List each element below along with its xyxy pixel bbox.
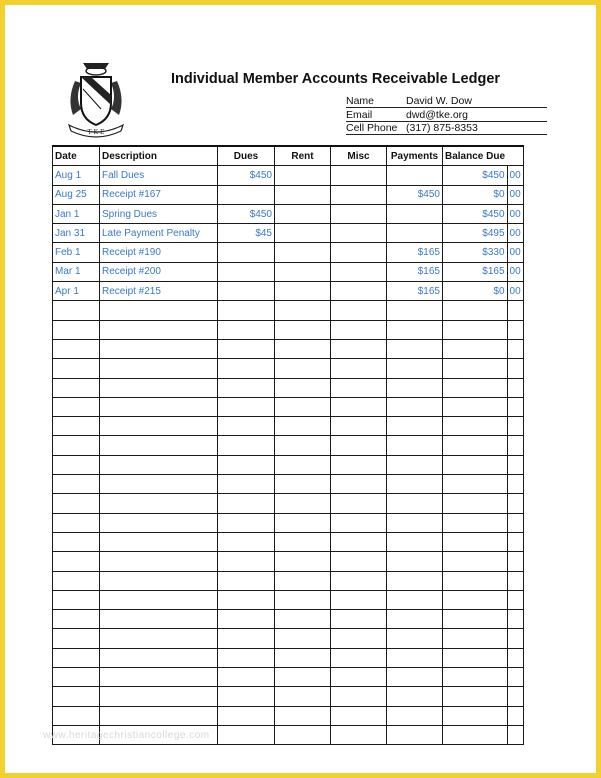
- cell-date: [53, 629, 100, 648]
- cell-dues: [218, 687, 275, 706]
- cell-misc: [331, 378, 387, 397]
- cell-description: Fall Dues: [100, 166, 218, 185]
- cell-misc: [331, 301, 387, 320]
- cell-dues: [218, 397, 275, 416]
- cell-misc: [331, 590, 387, 609]
- cell-date: [53, 436, 100, 455]
- cell-misc: [331, 436, 387, 455]
- cell-payments: [387, 706, 443, 725]
- cell-dues: [218, 301, 275, 320]
- cell-misc: [331, 359, 387, 378]
- table-row: [53, 339, 524, 358]
- ledger-table: [52, 145, 524, 745]
- cell-cents: [507, 706, 523, 725]
- cell-description: Receipt #215: [100, 282, 218, 301]
- info-row: [346, 95, 547, 108]
- cell-misc: [331, 224, 387, 243]
- svg-text:Τ Κ Ε: Τ Κ Ε: [87, 129, 105, 136]
- cell-balance: [443, 397, 508, 416]
- cell-dues: [218, 629, 275, 648]
- info-label: Email: [346, 108, 373, 121]
- cell-payments: [387, 648, 443, 667]
- table-row: [53, 494, 524, 513]
- cell-date: [53, 668, 100, 687]
- cell-payments: [387, 320, 443, 339]
- cell-rent: [275, 687, 331, 706]
- cell-balance: [443, 494, 508, 513]
- cell-cents: 00: [507, 204, 523, 223]
- cell-cents: [507, 378, 523, 397]
- cell-date: Jan 1: [53, 204, 100, 223]
- cell-misc: [331, 571, 387, 590]
- cell-payments: $165: [387, 243, 443, 262]
- cell-dues: [218, 532, 275, 551]
- cell-description: Late Payment Penalty: [100, 224, 218, 243]
- cell-balance: [443, 706, 508, 725]
- cell-payments: [387, 687, 443, 706]
- cell-dues: [218, 243, 275, 262]
- cell-payments: $165: [387, 262, 443, 281]
- cell-payments: [387, 629, 443, 648]
- cell-description: [100, 436, 218, 455]
- table-row: [53, 475, 524, 494]
- cell-date: [53, 494, 100, 513]
- cell-balance: [443, 552, 508, 571]
- cell-dues: [218, 648, 275, 667]
- cell-date: Apr 1: [53, 282, 100, 301]
- cell-description: [100, 513, 218, 532]
- cell-cents: [507, 532, 523, 551]
- column-header: Payments: [387, 146, 443, 166]
- cell-balance: $165: [443, 262, 508, 281]
- cell-rent: [275, 339, 331, 358]
- cell-dues: [218, 475, 275, 494]
- cell-description: [100, 629, 218, 648]
- cell-cents: [507, 629, 523, 648]
- table-row: [53, 513, 524, 532]
- cell-misc: [331, 166, 387, 185]
- table-row: [53, 397, 524, 416]
- cell-balance: [443, 513, 508, 532]
- cell-description: [100, 378, 218, 397]
- cell-dues: [218, 359, 275, 378]
- cell-dues: [218, 282, 275, 301]
- cell-dues: [218, 494, 275, 513]
- cell-cents: [507, 590, 523, 609]
- cell-misc: [331, 552, 387, 571]
- cell-cents: [507, 552, 523, 571]
- cell-dues: [218, 571, 275, 590]
- cell-balance: [443, 571, 508, 590]
- ledger-header-row: [53, 146, 524, 166]
- cell-balance: [443, 436, 508, 455]
- cell-payments: [387, 436, 443, 455]
- cell-date: [53, 417, 100, 436]
- cell-dues: $450: [218, 204, 275, 223]
- table-row: [53, 185, 524, 204]
- cell-cents: [507, 455, 523, 474]
- cell-date: [53, 687, 100, 706]
- table-row: [53, 204, 524, 223]
- column-header: Misc: [331, 146, 387, 166]
- cell-balance: [443, 668, 508, 687]
- table-row: [53, 687, 524, 706]
- cell-date: Aug 1: [53, 166, 100, 185]
- cell-rent: [275, 436, 331, 455]
- cell-payments: $165: [387, 282, 443, 301]
- cell-description: [100, 687, 218, 706]
- table-row: [53, 668, 524, 687]
- cell-rent: [275, 706, 331, 725]
- cell-description: Receipt #200: [100, 262, 218, 281]
- cell-misc: [331, 397, 387, 416]
- cell-misc: [331, 455, 387, 474]
- info-row: [346, 109, 547, 122]
- cell-cents: [507, 610, 523, 629]
- cell-payments: $450: [387, 185, 443, 204]
- cell-cents: [507, 436, 523, 455]
- cell-cents: 00: [507, 282, 523, 301]
- cell-rent: [275, 204, 331, 223]
- cell-misc: [331, 668, 387, 687]
- cell-misc: [331, 475, 387, 494]
- cell-rent: [275, 397, 331, 416]
- table-row: [53, 262, 524, 281]
- info-row: [346, 122, 547, 135]
- cell-misc: [331, 204, 387, 223]
- cell-balance: [443, 455, 508, 474]
- cell-date: [53, 301, 100, 320]
- column-header: Description: [100, 146, 218, 166]
- cell-date: Feb 1: [53, 243, 100, 262]
- cell-dues: [218, 417, 275, 436]
- cell-payments: [387, 610, 443, 629]
- cell-rent: [275, 610, 331, 629]
- cell-rent: [275, 359, 331, 378]
- cell-date: [53, 513, 100, 532]
- cell-cents: [507, 320, 523, 339]
- cell-rent: [275, 320, 331, 339]
- info-label: Name: [346, 95, 375, 107]
- table-row: [53, 706, 524, 725]
- cell-payments: [387, 378, 443, 397]
- table-row: [53, 590, 524, 609]
- cell-misc: [331, 648, 387, 667]
- cell-cents: [507, 668, 523, 687]
- table-row: [53, 610, 524, 629]
- cell-balance: [443, 339, 508, 358]
- cell-rent: [275, 532, 331, 551]
- cell-cents: [507, 725, 523, 744]
- column-header: Date: [53, 146, 100, 166]
- cell-dues: [218, 320, 275, 339]
- cell-rent: [275, 378, 331, 397]
- cell-balance: $450: [443, 204, 508, 223]
- table-row: [53, 455, 524, 474]
- cell-description: Spring Dues: [100, 204, 218, 223]
- cell-misc: [331, 706, 387, 725]
- cell-payments: [387, 397, 443, 416]
- cell-description: [100, 494, 218, 513]
- cell-balance: [443, 359, 508, 378]
- cell-misc: [331, 339, 387, 358]
- table-row: [53, 629, 524, 648]
- cell-cents: 00: [507, 166, 523, 185]
- cell-rent: [275, 262, 331, 281]
- cell-rent: [275, 552, 331, 571]
- table-row: [53, 359, 524, 378]
- cell-payments: [387, 552, 443, 571]
- cell-description: [100, 610, 218, 629]
- cell-description: [100, 397, 218, 416]
- cell-dues: [218, 706, 275, 725]
- cell-balance: [443, 648, 508, 667]
- cell-cents: [507, 397, 523, 416]
- cell-balance: [443, 475, 508, 494]
- info-label: Cell Phone: [346, 122, 398, 134]
- cell-rent: [275, 513, 331, 532]
- cell-payments: [387, 532, 443, 551]
- cell-date: Mar 1: [53, 262, 100, 281]
- cell-payments: [387, 668, 443, 687]
- cell-description: [100, 668, 218, 687]
- cell-misc: [331, 725, 387, 744]
- page-title: Individual Member Accounts Receivable Ledger: [171, 71, 501, 87]
- info-value: dwd@tke.org: [406, 108, 469, 121]
- table-row: [53, 224, 524, 243]
- table-row: [53, 320, 524, 339]
- cell-description: Receipt #190: [100, 243, 218, 262]
- cell-misc: [331, 610, 387, 629]
- cell-dues: [218, 668, 275, 687]
- cell-balance: $450: [443, 166, 508, 185]
- cell-cents: [507, 339, 523, 358]
- cell-date: [53, 571, 100, 590]
- column-header: Balance Due: [443, 146, 508, 166]
- cell-rent: [275, 494, 331, 513]
- cell-date: Aug 25: [53, 185, 100, 204]
- cell-description: [100, 532, 218, 551]
- cell-rent: [275, 590, 331, 609]
- cell-payments: [387, 494, 443, 513]
- column-header: Dues: [218, 146, 275, 166]
- cell-date: [53, 339, 100, 358]
- cell-rent: [275, 166, 331, 185]
- column-header: Rent: [275, 146, 331, 166]
- cell-misc: [331, 262, 387, 281]
- cell-balance: [443, 320, 508, 339]
- table-row: [53, 436, 524, 455]
- cell-dues: [218, 725, 275, 744]
- cell-payments: [387, 301, 443, 320]
- cell-rent: [275, 648, 331, 667]
- cell-date: Jan 31: [53, 224, 100, 243]
- cell-balance: [443, 725, 508, 744]
- cell-cents: [507, 417, 523, 436]
- cell-balance: [443, 687, 508, 706]
- cell-cents: [507, 494, 523, 513]
- cell-misc: [331, 532, 387, 551]
- cell-description: [100, 320, 218, 339]
- cell-cents: 00: [507, 185, 523, 204]
- cell-rent: [275, 301, 331, 320]
- cell-misc: [331, 320, 387, 339]
- cell-rent: [275, 629, 331, 648]
- cell-balance: $330: [443, 243, 508, 262]
- cell-description: [100, 339, 218, 358]
- cell-payments: [387, 166, 443, 185]
- cell-balance: $0: [443, 282, 508, 301]
- cell-payments: [387, 455, 443, 474]
- cell-dues: $45: [218, 224, 275, 243]
- cell-rent: [275, 725, 331, 744]
- cell-rent: [275, 243, 331, 262]
- cell-payments: [387, 224, 443, 243]
- table-row: [53, 378, 524, 397]
- cell-description: [100, 475, 218, 494]
- cell-balance: [443, 301, 508, 320]
- table-row: [53, 648, 524, 667]
- cell-description: [100, 455, 218, 474]
- cell-misc: [331, 687, 387, 706]
- cell-balance: $495: [443, 224, 508, 243]
- cell-date: [53, 532, 100, 551]
- cell-misc: [331, 629, 387, 648]
- cell-balance: [443, 532, 508, 551]
- cell-date: [53, 706, 100, 725]
- cell-dues: [218, 339, 275, 358]
- cell-dues: $450: [218, 166, 275, 185]
- cell-dues: [218, 436, 275, 455]
- cell-date: [53, 475, 100, 494]
- cell-description: [100, 359, 218, 378]
- cell-date: [53, 359, 100, 378]
- cell-description: [100, 571, 218, 590]
- cell-dues: [218, 262, 275, 281]
- table-row: [53, 282, 524, 301]
- cell-payments: [387, 513, 443, 532]
- info-value: (317) 875-8353: [406, 122, 478, 134]
- cell-date: [53, 648, 100, 667]
- cell-rent: [275, 282, 331, 301]
- cell-rent: [275, 417, 331, 436]
- cell-payments: [387, 475, 443, 494]
- cell-rent: [275, 185, 331, 204]
- cell-dues: [218, 378, 275, 397]
- cell-payments: [387, 339, 443, 358]
- cell-cents: [507, 571, 523, 590]
- cell-date: [53, 590, 100, 609]
- cell-misc: [331, 494, 387, 513]
- cell-dues: [218, 610, 275, 629]
- member-info: [346, 95, 547, 136]
- cell-description: [100, 552, 218, 571]
- cell-misc: [331, 185, 387, 204]
- cell-cents: [507, 301, 523, 320]
- table-row: [53, 552, 524, 571]
- cell-dues: [218, 513, 275, 532]
- cell-rent: [275, 455, 331, 474]
- cell-payments: [387, 417, 443, 436]
- cell-date: [53, 320, 100, 339]
- cell-balance: [443, 610, 508, 629]
- cell-payments: [387, 571, 443, 590]
- cell-rent: [275, 571, 331, 590]
- cell-description: [100, 648, 218, 667]
- cell-dues: [218, 552, 275, 571]
- watermark-text: www.heritagechristiancollege.com: [43, 730, 210, 741]
- cell-misc: [331, 282, 387, 301]
- cell-date: [53, 378, 100, 397]
- cell-dues: [218, 185, 275, 204]
- ledger-page: [5, 5, 596, 773]
- cell-date: [53, 455, 100, 474]
- cell-cents: [507, 648, 523, 667]
- cell-dues: [218, 590, 275, 609]
- crest-icon: [61, 59, 131, 141]
- cell-cents: 00: [507, 243, 523, 262]
- table-row: [53, 532, 524, 551]
- cell-description: [100, 590, 218, 609]
- cell-balance: [443, 629, 508, 648]
- cell-payments: [387, 590, 443, 609]
- cell-date: [53, 552, 100, 571]
- cell-cents: [507, 359, 523, 378]
- table-row: [53, 166, 524, 185]
- cell-cents: 00: [507, 262, 523, 281]
- cell-payments: [387, 204, 443, 223]
- column-header: [507, 146, 523, 166]
- cell-cents: 00: [507, 224, 523, 243]
- cell-dues: [218, 455, 275, 474]
- cell-rent: [275, 668, 331, 687]
- cell-balance: [443, 417, 508, 436]
- cell-payments: [387, 359, 443, 378]
- table-row: [53, 243, 524, 262]
- table-row: [53, 417, 524, 436]
- cell-misc: [331, 513, 387, 532]
- cell-description: [100, 417, 218, 436]
- cell-misc: [331, 243, 387, 262]
- cell-description: [100, 301, 218, 320]
- cell-rent: [275, 475, 331, 494]
- cell-payments: [387, 725, 443, 744]
- table-row: [53, 301, 524, 320]
- cell-cents: [507, 687, 523, 706]
- cell-cents: [507, 475, 523, 494]
- cell-date: [53, 397, 100, 416]
- cell-misc: [331, 417, 387, 436]
- cell-balance: [443, 378, 508, 397]
- cell-description: Receipt #167: [100, 185, 218, 204]
- cell-rent: [275, 224, 331, 243]
- table-row: [53, 571, 524, 590]
- cell-cents: [507, 513, 523, 532]
- cell-description: [100, 706, 218, 725]
- cell-balance: $0: [443, 185, 508, 204]
- cell-balance: [443, 590, 508, 609]
- cell-date: [53, 610, 100, 629]
- info-value: David W. Dow: [406, 95, 472, 107]
